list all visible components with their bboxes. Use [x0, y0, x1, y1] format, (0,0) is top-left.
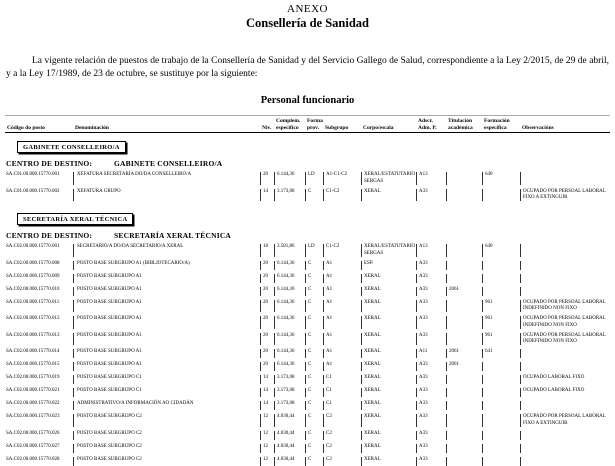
cell-denominacion: POSTO BASE SUBGRUPO C1: [73, 388, 260, 397]
cell-observacions: [520, 431, 610, 440]
cell-nivel: 20: [260, 287, 274, 296]
cell-complemento-especifico: 3.173,08: [274, 375, 305, 384]
cell-formacion-especifica: [482, 375, 520, 384]
centro-de-destino-value: SECRETARÍA XERAL TÉCNICA: [114, 231, 232, 241]
column-header-obs: Observacións: [522, 124, 554, 131]
table-row: [5, 287, 610, 296]
cell-corpo-escala: XERAL: [361, 189, 416, 202]
cell-adscricion-adm-p: A33: [416, 189, 446, 202]
cell-forma-provision: C: [305, 388, 323, 397]
cell-formacion-especifica: [482, 362, 520, 371]
cell-forma-provision: C: [305, 189, 323, 202]
cell-adscricion-adm-p: A33: [416, 316, 446, 329]
cell-observacions: [520, 172, 610, 185]
cell-codigo-do-posto: SA.C02.00.000.15770.026: [6, 430, 60, 436]
cell-subgrupo: A1: [323, 287, 361, 296]
cell-corpo-escala: XERAL: [361, 444, 416, 453]
table-row: [5, 362, 610, 371]
cell-corpo-escala: XERAL: [361, 274, 416, 283]
cell-observacions: OCUPADO POR PERSOAL LABORAL INDEFINIDO NON FIXO: [520, 300, 610, 313]
table-section: [5, 133, 610, 201]
cell-observacions: [520, 274, 610, 283]
cell-observacions: [520, 261, 610, 270]
cell-codigo-do-posto: SA.C02.00.000.15770.011: [6, 299, 60, 305]
cell-complemento-especifico: 6.144,36: [274, 287, 305, 296]
cell-forma-provision: C: [305, 457, 323, 466]
cell-subgrupo: C1-C2: [323, 189, 361, 202]
cell-complemento-especifico: 3.173,08: [274, 189, 305, 202]
cell-adscricion-adm-p: A33: [416, 375, 446, 384]
cell-formacion-especifica: 961: [482, 333, 520, 346]
cell-complemento-especifico: 6.144,36: [274, 349, 305, 358]
cell-titulacion-academica: [446, 444, 482, 453]
cell-titulacion-academica: [446, 401, 482, 410]
cell-titulacion-academica: 2061: [446, 349, 482, 358]
cell-formacion-especifica: 640: [482, 244, 520, 257]
cell-forma-provision: C: [305, 349, 323, 358]
cell-corpo-escala: XERAL: [361, 349, 416, 358]
cell-forma-provision: C: [305, 362, 323, 371]
table-section: [5, 205, 610, 466]
cell-forma-provision: LD: [305, 244, 323, 257]
table-row: [5, 261, 610, 270]
cell-formacion-especifica: [482, 189, 520, 202]
table-row: [5, 300, 610, 313]
cell-titulacion-academica: [446, 172, 482, 185]
cell-nivel: 12: [260, 444, 274, 453]
cell-observacions: [520, 457, 610, 466]
cell-complemento-especifico: 6.144,36: [274, 316, 305, 329]
table-row: [5, 172, 610, 185]
cell-formacion-especifica: 641: [482, 349, 520, 358]
cell-adscricion-adm-p: A11: [416, 349, 446, 358]
cell-subgrupo: C1: [323, 388, 361, 397]
cell-formacion-especifica: [482, 274, 520, 283]
cell-adscricion-adm-p: A33: [416, 414, 446, 427]
cell-forma-provision: C: [305, 431, 323, 440]
cell-corpo-escala: XERAL: [361, 401, 416, 410]
cell-formacion-especifica: 961: [482, 316, 520, 329]
cell-titulacion-academica: [446, 300, 482, 313]
centro-de-destino-value: GABINETE CONSELLEIRO/A: [114, 159, 223, 169]
cell-titulacion-academica: [446, 189, 482, 202]
cell-codigo-do-posto: SA.C02.00.000.15770.028: [6, 456, 60, 462]
cell-corpo-escala: XERAL: [361, 362, 416, 371]
table-row: [5, 189, 610, 202]
cell-formacion-especifica: [482, 444, 520, 453]
cell-corpo-escala: XERAL/ESTATUTARIO SERGAS: [361, 172, 416, 185]
cell-nivel: 18: [260, 244, 274, 257]
cell-denominacion: SECRETARIO/A DO/DA SECRETARIO/A XERAL: [73, 244, 260, 257]
cell-titulacion-academica: [446, 414, 482, 427]
cell-formacion-especifica: [482, 388, 520, 397]
column-header-prov: Forma prov.: [307, 118, 323, 131]
cell-denominacion: POSTO BASE SUBGRUPO C2: [73, 457, 260, 466]
table-row: [5, 375, 610, 384]
cell-corpo-escala: XERAL: [361, 333, 416, 346]
cell-subgrupo: C1: [323, 375, 361, 384]
centro-de-destino-row: [5, 231, 610, 240]
section-box-label: SECRETARÍA XERAL TÉCNICA: [17, 213, 133, 225]
cell-nivel: 14: [260, 375, 274, 384]
cell-nivel: 12: [260, 457, 274, 466]
cell-titulacion-academica: [446, 375, 482, 384]
cell-denominacion: POSTO BASE SUBGRUPO C2: [73, 414, 260, 427]
cell-corpo-escala: XERAL/ESTATUTARIO SERGAS: [361, 244, 416, 257]
cell-corpo-escala: XERAL: [361, 375, 416, 384]
table-row: [5, 349, 610, 358]
cell-nivel: 20: [260, 362, 274, 371]
cell-formacion-especifica: [482, 431, 520, 440]
centro-de-destino-label: CENTRO DE DESTINO:: [6, 159, 93, 169]
cell-codigo-do-posto: SA.C02.00.000.15770.001: [6, 244, 60, 250]
table-row: [5, 388, 610, 397]
cell-complemento-especifico: 4.030,44: [274, 431, 305, 440]
table-header: [5, 115, 610, 133]
cell-complemento-especifico: 4.030,44: [274, 444, 305, 453]
cell-denominacion: POSTO BASE SUBGRUPO A1: [73, 362, 260, 371]
cell-complemento-especifico: 4.030,44: [274, 414, 305, 427]
table-row: [5, 333, 610, 346]
cell-codigo-do-posto: SA.C02.00.000.15770.013: [6, 332, 60, 338]
cell-formacion-especifica: [482, 457, 520, 466]
cell-subgrupo: A1: [323, 316, 361, 329]
cell-forma-provision: LD: [305, 172, 323, 185]
cell-codigo-do-posto: SA.C02.00.000.15770.027: [6, 443, 60, 449]
cell-titulacion-academica: [446, 431, 482, 440]
cell-observacions: OCUPADO LABORAL FIXO: [520, 388, 610, 397]
cell-corpo-escala: XERAL: [361, 431, 416, 440]
cell-nivel: 14: [260, 189, 274, 202]
cell-forma-provision: C: [305, 414, 323, 427]
cell-observacions: [520, 401, 610, 410]
column-header-denom: Denominación: [75, 124, 109, 131]
cell-formacion-especifica: 640: [482, 172, 520, 185]
cell-codigo-do-posto: SA.C01.00.000.15770.001: [6, 172, 60, 178]
section-rows: [5, 172, 610, 201]
cell-corpo-escala: XERAL: [361, 388, 416, 397]
cell-corpo-escala: XERAL: [361, 316, 416, 329]
cell-formacion-especifica: [482, 287, 520, 296]
table-row: [5, 244, 610, 257]
cell-subgrupo: C2: [323, 414, 361, 427]
cell-corpo-escala: XERAL: [361, 287, 416, 296]
cell-codigo-do-posto: SA.C02.00.000.15770.009: [6, 273, 60, 279]
column-header-tit: Titulación académica: [448, 118, 473, 131]
cell-observacions: OCUPADO LABORAL FIXO: [520, 375, 610, 384]
cell-formacion-especifica: [482, 401, 520, 410]
cell-denominacion: POSTO BASE SUBGRUPO C1: [73, 375, 260, 384]
cell-nivel: 20: [260, 274, 274, 283]
table-row: [5, 316, 610, 329]
cell-titulacion-academica: [446, 388, 482, 397]
cell-corpo-escala: XERAL: [361, 414, 416, 427]
cell-subgrupo: C1-C2: [323, 244, 361, 257]
cell-adscricion-adm-p: A33: [416, 300, 446, 313]
cell-observacions: OCUPADO POR PERSOAL LABORAL FIXO A EXTINGUIR: [520, 414, 610, 427]
cell-titulacion-academica: [446, 244, 482, 257]
cell-denominacion: POSTO BASE SUBGRUPO A1: [73, 274, 260, 283]
cell-titulacion-academica: 2061: [446, 362, 482, 371]
cell-denominacion: POSTO BASE SUBGRUPO A1: [73, 333, 260, 346]
cell-nivel: 20: [260, 300, 274, 313]
cell-denominacion: XEFATURA GRUPO: [73, 189, 260, 202]
cell-denominacion: ADMINISTRATIVO/A INFORMACIÓN AO CIDADÁN: [73, 401, 260, 410]
cell-adscricion-adm-p: A33: [416, 333, 446, 346]
cell-adscricion-adm-p: A13: [416, 244, 446, 257]
cell-observacions: OCUPADO POR PERSOAL LABORAL INDEFINIDO NON FIXO: [520, 316, 610, 329]
cell-forma-provision: C: [305, 375, 323, 384]
cell-codigo-do-posto: SA.C01.00.000.15770.002: [6, 188, 60, 194]
cell-titulacion-academica: [446, 274, 482, 283]
cell-formacion-especifica: [482, 261, 520, 270]
cell-subgrupo: A1: [323, 333, 361, 346]
cell-nivel: 20: [260, 316, 274, 329]
cell-observacions: [520, 244, 610, 257]
cell-adscricion-adm-p: A33: [416, 388, 446, 397]
column-header-comp: Complem. específico: [276, 118, 301, 131]
table-title: Personal funcionario: [260, 95, 355, 107]
cell-formacion-especifica: [482, 414, 520, 427]
cell-observacions: OCUPADO POR PERSOAL LABORAL INDEFINIDO NON FIXO: [520, 333, 610, 346]
cell-titulacion-academica: [446, 316, 482, 329]
cell-codigo-do-posto: SA.C02.00.000.15770.019: [6, 375, 60, 381]
column-header-corpo: Corpo/escala: [363, 124, 394, 131]
cell-codigo-do-posto: SA.C02.00.000.15770.023: [6, 414, 60, 420]
cell-forma-provision: C: [305, 444, 323, 453]
cell-nivel: 20: [260, 172, 274, 185]
cell-subgrupo: A1: [323, 274, 361, 283]
table-row: [5, 444, 610, 453]
cell-nivel: 20: [260, 333, 274, 346]
cell-titulacion-academica: 2061: [446, 287, 482, 296]
cell-codigo-do-posto: SA.C02.00.000.15770.022: [6, 401, 60, 407]
table-row: [5, 274, 610, 283]
cell-forma-provision: C: [305, 261, 323, 270]
cell-denominacion: POSTO BASE SUBGRUPO A1: [73, 300, 260, 313]
cell-corpo-escala: XERAL: [361, 457, 416, 466]
cell-observacions: [520, 287, 610, 296]
cell-codigo-do-posto: SA.C02.00.000.15770.015: [6, 362, 60, 368]
annex-title: ANEXO: [287, 3, 328, 15]
cell-subgrupo: A1: [323, 300, 361, 313]
table-row: [5, 401, 610, 410]
cell-adscricion-adm-p: A33: [416, 261, 446, 270]
cell-titulacion-academica: [446, 261, 482, 270]
cell-codigo-do-posto: SA.C02.00.000.15770.012: [6, 316, 60, 322]
cell-subgrupo: C2: [323, 444, 361, 453]
cell-adscricion-adm-p: A13: [416, 172, 446, 185]
centro-de-destino-row: [5, 159, 610, 168]
cell-denominacion: POSTO BASE SUBGRUPO A1: [73, 287, 260, 296]
cell-complemento-especifico: 3.173,08: [274, 388, 305, 397]
cell-forma-provision: C: [305, 401, 323, 410]
column-header-code: Código do posto: [7, 124, 45, 131]
cell-denominacion: POSTO BASE SUBGRUPO C2: [73, 444, 260, 453]
cell-nivel: 12: [260, 431, 274, 440]
table-body: [5, 133, 610, 466]
cell-forma-provision: C: [305, 316, 323, 329]
cell-complemento-especifico: 4.030,44: [274, 457, 305, 466]
cell-adscricion-adm-p: A33: [416, 457, 446, 466]
cell-corpo-escala: XERAL: [361, 300, 416, 313]
cell-complemento-especifico: 6.144,36: [274, 172, 305, 185]
centro-de-destino-label: CENTRO DE DESTINO:: [6, 231, 93, 241]
cell-titulacion-academica: [446, 457, 482, 466]
cell-codigo-do-posto: SA.C02.00.000.15770.010: [6, 286, 60, 292]
cell-denominacion: POSTO BASE SUBGRUPO A1: [73, 349, 260, 358]
cell-nivel: 12: [260, 414, 274, 427]
cell-subgrupo: C2: [323, 431, 361, 440]
cell-adscricion-adm-p: A33: [416, 431, 446, 440]
cell-subgrupo: A1: [323, 349, 361, 358]
cell-corpo-escala: ESP.: [361, 261, 416, 270]
cell-complemento-especifico: 6.144,36: [274, 261, 305, 270]
column-header-adscr: Adscr. Adm. P.: [418, 118, 437, 131]
cell-nivel: 20: [260, 261, 274, 270]
intro-paragraph: La vigente relación de puestos de trabajo de la Consellería de Sanidad y del Servicio Gallego de Salud, correspondiente a la Ley 2/2015, de 29 de abril, y a la Ley 17/1989, de 23 de octubre, se sustituye por la siguiente:: [6, 56, 609, 79]
cell-adscricion-adm-p: A33: [416, 444, 446, 453]
table-row: [5, 414, 610, 427]
cell-adscricion-adm-p: A33: [416, 274, 446, 283]
doc-title: Consellería de Sanidad: [246, 16, 369, 30]
cell-complemento-especifico: 6.144,36: [274, 300, 305, 313]
cell-complemento-especifico: 3.581,86: [274, 244, 305, 257]
cell-denominacion: XEFATURA SECRETARÍA DO/DA CONSELLEIRO/A: [73, 172, 260, 185]
cell-adscricion-adm-p: A33: [416, 287, 446, 296]
cell-complemento-especifico: 6.144,36: [274, 274, 305, 283]
cell-observacions: [520, 444, 610, 453]
cell-observacions: [520, 362, 610, 371]
section-box-label: GABINETE CONSELLEIRO/A: [17, 141, 126, 153]
cell-observacions: [520, 349, 610, 358]
table-row: [5, 431, 610, 440]
section-rows: [5, 244, 610, 466]
cell-subgrupo: C2: [323, 457, 361, 466]
cell-denominacion: POSTO BASE SUBGRUPO A1 (BIBLIOTECARIO/A): [73, 261, 260, 270]
cell-codigo-do-posto: SA.C02.00.000.15770.014: [6, 349, 60, 355]
table-row: [5, 457, 610, 466]
cell-nivel: 20: [260, 349, 274, 358]
cell-subgrupo: C1: [323, 401, 361, 410]
cell-subgrupo: A1: [323, 261, 361, 270]
cell-nivel: 14: [260, 388, 274, 397]
cell-subgrupo: A1-C1-C2: [323, 172, 361, 185]
cell-complemento-especifico: 6.144,36: [274, 333, 305, 346]
cell-denominacion: POSTO BASE SUBGRUPO A1: [73, 316, 260, 329]
column-header-form: Formación específica: [484, 118, 510, 131]
cell-forma-provision: C: [305, 274, 323, 283]
cell-complemento-especifico: 3.173,08: [274, 401, 305, 410]
cell-adscricion-adm-p: A33: [416, 401, 446, 410]
cell-codigo-do-posto: SA.C02.00.000.15770.021: [6, 388, 60, 394]
cell-forma-provision: C: [305, 300, 323, 313]
cell-complemento-especifico: 6.144,36: [274, 362, 305, 371]
cell-adscricion-adm-p: A33: [416, 362, 446, 371]
cell-titulacion-academica: [446, 333, 482, 346]
column-header-niv: Niv.: [262, 124, 272, 131]
column-header-sub: Subgrupo: [325, 124, 349, 131]
cell-denominacion: POSTO BASE SUBGRUPO C2: [73, 431, 260, 440]
cell-forma-provision: C: [305, 333, 323, 346]
cell-observacions: OCUPADO POR PERSOAL LABORAL FIXO A EXTINGUIR: [520, 189, 610, 202]
cell-subgrupo: A1: [323, 362, 361, 371]
cell-formacion-especifica: 961: [482, 300, 520, 313]
cell-nivel: 14: [260, 401, 274, 410]
cell-codigo-do-posto: SA.C02.00.000.15770.008: [6, 260, 60, 266]
cell-forma-provision: C: [305, 287, 323, 296]
